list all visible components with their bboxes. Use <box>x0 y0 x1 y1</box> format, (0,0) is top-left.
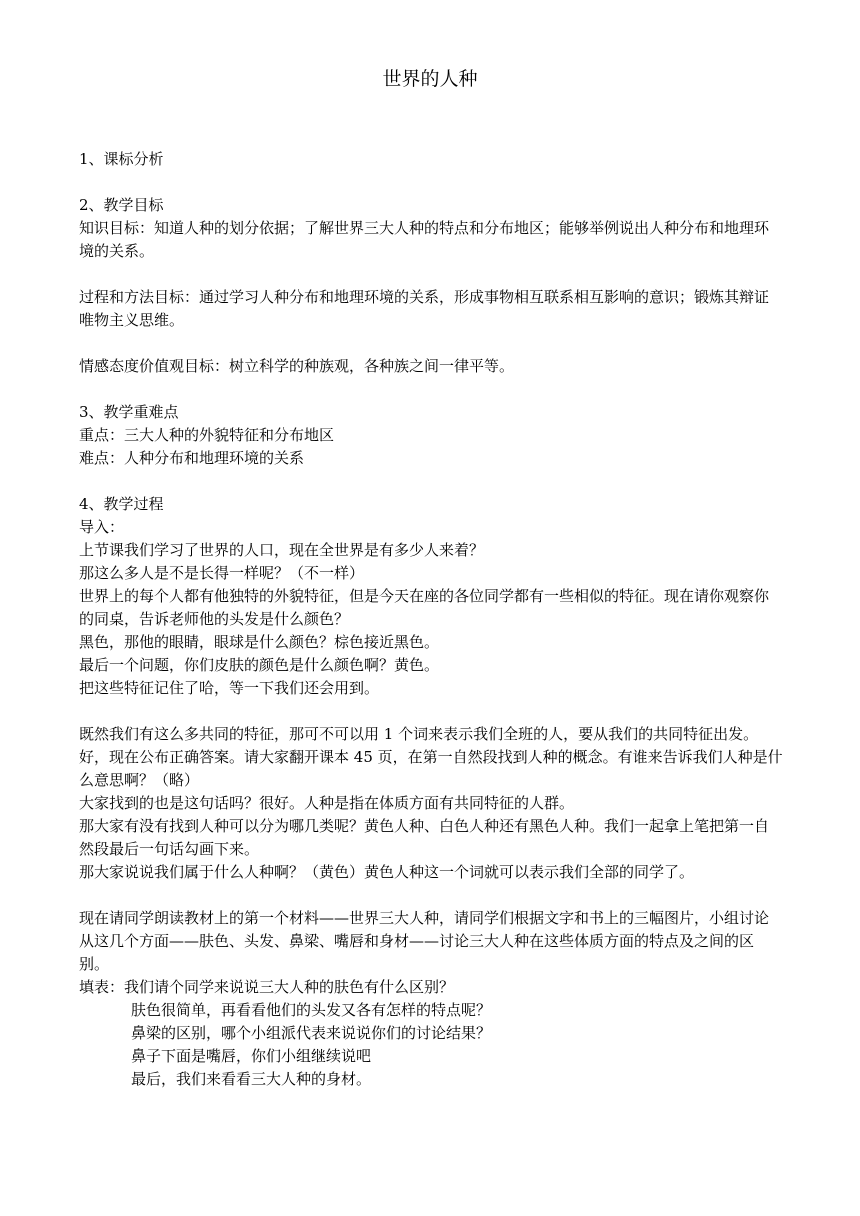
blank-line <box>79 332 783 355</box>
document-title: 世界的人种 <box>382 68 478 90</box>
lesson-paragraph: 世界上的每个人都有他独特的外貌特征，但是今天在座的各位同学都有一些相似的特征。现在请你观察你的同桌，告诉老师他的头发是什么颜色？ <box>79 587 770 628</box>
fill-table-item: 最后，我们来看看三大人种的身材。 <box>131 1070 372 1088</box>
section-heading-objectives: 2、教学目标 <box>79 196 164 214</box>
lesson-paragraph: 大家找到的也是这句话吗？很好。人种是指在体质方面有共同特征的人群。 <box>79 794 575 812</box>
lesson-paragraph: 那大家有没有找到人种可以分为哪几类呢？黄色人种、白色人种还有黑色人种。我们一起拿上笔把第一自然段最后一句话勾画下来。 <box>79 817 770 858</box>
blank-line <box>79 700 783 723</box>
fill-table-line: 填表：我们请个同学来说说三大人种的肤色有什么区别？ <box>79 978 455 996</box>
difficult-point: 难点：人种分布和地理环境的关系 <box>79 449 305 467</box>
section-heading-key-points: 3、教学重难点 <box>79 403 179 421</box>
lesson-paragraph: 好，现在公布正确答案。请大家翻开课本 45 页，在第一自然段找到人种的概念。有谁来告诉我们人种是什么意思啊？（略） <box>79 748 783 789</box>
emotion-objective: 情感态度价值观目标：树立科学的种族观，各种族之间一律平等。 <box>79 357 515 375</box>
lesson-paragraph: 那大家说说我们属于什么人种啊？（黄色）黄色人种这一个词就可以表示我们全部的同学了。 <box>79 863 695 881</box>
document-body <box>79 148 783 1091</box>
fill-table-item: 鼻梁的区别，哪个小组派代表来说说你们的讨论结果？ <box>131 1024 492 1042</box>
blank-line <box>79 378 783 401</box>
lesson-paragraph: 最后一个问题，你们皮肤的颜色是什么颜色啊？黄色。 <box>79 656 440 674</box>
blank-line <box>79 470 783 493</box>
blank-line <box>79 171 783 194</box>
fill-table-item: 肤色很简单，再看看他们的头发又各有怎样的特点呢？ <box>131 1001 492 1019</box>
blank-line <box>79 884 783 907</box>
intro-label: 导入： <box>79 518 125 536</box>
lesson-paragraph: 黑色，那他的眼睛，眼球是什么颜色？棕色接近黑色。 <box>79 633 440 651</box>
lesson-paragraph: 现在请同学朗读教材上的第一个材料——世界三大人种，请同学们根据文字和书上的三幅图片，小组讨论从这几个方面——肤色、头发、鼻梁、嘴唇和身材——讨论三大人种在这些体质方面的特点及之间的区别。 <box>79 909 770 973</box>
process-objective: 过程和方法目标：通过学习人种分布和地理环境的关系，形成事物相互联系相互影响的意识；锻炼其辩证唯物主义思维。 <box>79 288 770 329</box>
lesson-paragraph: 把这些特征记住了哈，等一下我们还会用到。 <box>79 679 380 697</box>
section-heading-curriculum: 1、课标分析 <box>79 150 164 168</box>
knowledge-objective: 知识目标：知道人种的划分依据；了解世界三大人种的特点和分布地区；能够举例说出人种分布和地理环境的关系。 <box>79 219 770 260</box>
lesson-paragraph: 那这么多人是不是长得一样呢？（不一样） <box>79 564 365 582</box>
lesson-paragraph: 既然我们有这么多共同的特征，那可不可以用 1 个词来表示我们全班的人，要从我们的共同特征出发。 <box>79 725 759 743</box>
fill-table-item: 鼻子下面是嘴唇，你们小组继续说吧 <box>131 1047 372 1065</box>
section-heading-process: 4、教学过程 <box>79 495 164 513</box>
lesson-paragraph: 上节课我们学习了世界的人口，现在全世界是有多少人来着？ <box>79 541 485 559</box>
key-point: 重点：三大人种的外貌特征和分布地区 <box>79 426 335 444</box>
blank-line <box>79 263 783 286</box>
